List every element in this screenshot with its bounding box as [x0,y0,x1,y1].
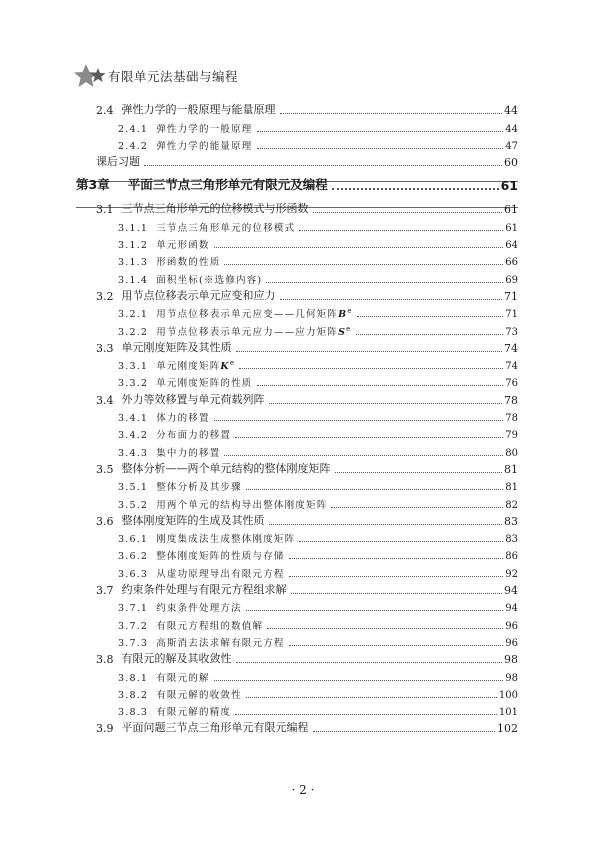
toc-page-number: 73 [505,326,518,338]
toc-entry-title [148,272,262,286]
toc-entry-title [114,650,232,666]
dot-leader [313,731,496,732]
toc-entry-title [96,153,140,169]
dot-leader [289,645,504,646]
dot-leader [335,472,503,473]
toc-entry-title-text: 整体分析及其步骤 [156,482,242,494]
toc-section-entry[interactable] [76,389,518,406]
table-of-contents [76,100,518,735]
toc-entry-title [148,687,242,701]
toc-entry-title [148,566,284,580]
toc-subsection-entry[interactable] [76,528,518,545]
dot-leader [269,524,503,525]
toc-page-number: 78 [504,393,518,407]
toc-subsection-entry[interactable] [76,268,518,285]
toc-entry-title-text: 课后习题 [96,155,140,169]
dot-leader [299,230,503,231]
star-logo-icon [72,62,112,90]
toc-page-number: 47 [505,140,518,152]
toc-entry-title [148,306,352,320]
dot-leader [291,593,503,594]
toc-page-number: 98 [504,653,518,667]
toc-page-number: 78 [505,413,518,425]
toc-page-number: 71 [504,289,518,303]
toc-entry-number: 3.3.2 [118,378,149,390]
toc-subsection-entry[interactable] [76,684,518,701]
toc-entry-number: 3.4.2 [118,430,149,442]
toc-entry-title-text: 弹性力学的能量原理 [156,140,253,152]
toc-subsection-entry[interactable] [76,303,518,320]
toc-entry-number: 3.1.3 [118,257,149,269]
toc-page-number: 83 [504,514,518,528]
toc-entry-title [148,600,242,614]
toc-entry-number: 3.5.1 [118,482,149,494]
toc-subsection-entry[interactable] [76,476,518,493]
toc-entry-title-text: 有限元的解 [156,672,210,684]
toc-entry-number: 3.7.1 [118,603,149,615]
toc-page-number: 86 [505,551,518,563]
toc-entry-title [148,121,252,135]
toc-subsection-entry[interactable] [76,251,518,268]
toc-entry-title [148,358,235,372]
toc-entry-number: 3.8.1 [118,672,149,684]
dot-leader [236,662,503,663]
toc-section-entry[interactable] [76,649,518,666]
toc-section-entry[interactable] [76,100,518,117]
dot-leader [280,299,503,300]
toc-entry-number: 3.2 [96,289,114,303]
toc-entry-title [148,445,220,459]
toc-subsection-entry[interactable] [76,597,518,614]
toc-entry-title [148,410,210,424]
toc-entry-title [148,427,231,441]
toc-entry-title-text: 分布面力的移置 [156,430,232,442]
toc-subsection-entry[interactable] [76,234,518,251]
dot-leader [280,113,503,114]
toc-page-number: 102 [497,722,518,736]
toc-entry-number: 第3章 [76,177,110,193]
toc-section-entry[interactable] [76,286,518,303]
toc-subsection-entry[interactable] [76,666,518,683]
toc-subsection-entry[interactable] [76,320,518,337]
toc-section-entry[interactable] [76,152,518,169]
toc-subsection-entry[interactable] [76,441,518,458]
toc-entry-number: 3.6.2 [118,551,149,563]
toc-entry-title-text: 三节点三角形单元的位移模式与形函数 [121,202,309,216]
toc-section-entry[interactable] [76,718,518,735]
toc-entry-number: 3.6 [96,514,114,528]
dot-leader [214,420,504,421]
toc-entry-number: 2.4 [96,104,114,118]
toc-entry-title-text: 单元刚度矩阵K [156,361,230,373]
toc-section-entry[interactable] [76,338,518,355]
toc-entry-title [114,339,232,355]
toc-entry-title-text: 约束条件处理方法 [156,603,242,615]
toc-entry-number: 3.9 [96,722,114,736]
toc-entry-title-text: 用节点位移表示单元应力——应力矩阵S [156,326,347,338]
toc-entry-title-text: 单元刚度矩阵及其性质 [121,340,232,354]
dot-leader [236,351,503,352]
toc-page-number: 101 [498,707,518,719]
toc-section-entry[interactable] [76,459,518,476]
toc-page-number: 80 [505,447,518,459]
toc-entry-title [114,512,265,528]
dot-leader [214,247,504,248]
toc-subsection-entry[interactable] [76,701,518,718]
toc-entry-title [148,548,284,562]
dot-leader [267,628,503,629]
toc-entry-title [114,200,309,216]
toc-entry-title-text: 平面三节点三角形单元有限元及编程 [127,177,328,193]
toc-subsection-entry[interactable] [76,407,518,424]
toc-entry-title [114,460,331,476]
toc-entry-number: 3.6.3 [118,568,149,580]
toc-entry-title-text: 有限元方程组的数值解 [156,620,264,632]
toc-entry-number: 3.1.1 [118,222,149,234]
matrix-symbol: B [338,309,348,321]
toc-entry-number: 3.5.2 [118,499,149,511]
toc-subsection-entry[interactable] [76,372,518,389]
toc-entry-number: 3.4.3 [118,447,149,459]
toc-entry-number: 3.7.2 [118,620,149,632]
toc-entry-superscript: e [347,307,353,316]
toc-entry-title-text: 形函数的性质 [156,257,221,269]
toc-subsection-entry[interactable] [76,135,518,152]
toc-entry-title-text: 用两个单元的结构导出整体刚度矩阵 [156,499,328,511]
toc-entry-number: 3.7.3 [118,637,149,649]
toc-page-number: 44 [505,123,518,135]
dot-leader [239,368,503,369]
toc-page-number: 96 [505,637,518,649]
toc-page-number: 94 [505,603,518,615]
toc-page-number: 61 [500,178,518,194]
toc-entry-title [114,391,265,407]
toc-chapter-entry[interactable] [76,169,518,199]
running-header [70,62,540,90]
toc-entry-number: 3.1 [96,203,114,217]
toc-entry-title-text: 高斯消去法求解有限元方程 [156,637,285,649]
dot-leader [332,188,499,190]
toc-entry-title [148,254,220,268]
toc-page-number: 79 [505,430,518,442]
dot-leader [224,264,503,265]
dot-leader [257,148,504,149]
toc-page-number: 66 [505,257,518,269]
toc-entry-title-text: 用节点位移表示单元应变和应力 [121,288,276,302]
dot-leader [257,385,504,386]
toc-entry-title-text: 刚度集成法生成整体刚度矩阵 [156,534,296,546]
toc-entry-title-text: 整体刚度矩阵的生成及其性质 [121,513,265,527]
toc-entry-title-text: 用节点位移表示单元应变——几何矩阵B [156,309,348,321]
toc-entry-title [148,220,295,234]
toc-subsection-entry[interactable] [76,117,518,134]
matrix-symbol: S [338,326,347,338]
toc-entry-title-text: 弹性力学的一般原理 [156,123,253,135]
toc-page-number: 64 [505,240,518,252]
toc-entry-number: 3.4 [96,393,114,407]
dot-leader [224,455,503,456]
dot-leader [313,212,503,213]
toc-page-number: 98 [505,672,518,684]
toc-entry-title-text: 体力的移置 [156,413,210,425]
toc-entry-title-text: 集中力的移置 [156,447,221,459]
toc-entry-title-text: 弹性力学的一般原理与能量原理 [121,103,276,117]
toc-entry-title [148,704,231,718]
toc-entry-title-text: 面积坐标(※选修内容) [156,274,263,286]
dot-leader [299,541,503,542]
toc-entry-title-text: 有限元解的精度 [156,707,232,719]
toc-entry-title [148,479,242,493]
toc-entry-title [148,497,327,511]
toc-entry-number: 3.8 [96,653,114,667]
toc-entry-title [148,237,210,251]
dot-leader [214,680,504,681]
dot-leader [246,610,503,611]
matrix-symbol: K [220,361,230,373]
toc-entry-title-text: 单元形函数 [156,240,210,252]
toc-entry-title-text: 外力等效移置与单元荷载列阵 [121,392,265,406]
toc-entry-title [148,324,351,338]
toc-page-number: 74 [504,341,518,355]
toc-entry-title-text: 有限元解的收敛性 [156,689,242,701]
toc-subsection-entry[interactable] [76,614,518,631]
toc-entry-number: 3.1.4 [118,274,149,286]
dot-leader [269,403,503,404]
toc-entry-number: 3.1.2 [118,240,149,252]
toc-entry-title-text: 整体刚度矩阵的性质与存储 [156,551,285,563]
dot-leader [235,714,497,715]
dot-leader [257,131,504,132]
toc-page-number: 76 [505,378,518,390]
toc-page-number: 61 [504,203,518,217]
toc-page-number: 60 [504,156,518,170]
toc-entry-title [110,175,328,193]
toc-page-number: 61 [505,222,518,234]
toc-entry-number: 3.2.2 [118,326,149,338]
toc-entry-number: 3.2.1 [118,309,149,321]
toc-entry-number: 3.5 [96,462,114,476]
toc-entry-title [148,635,284,649]
dot-leader [246,489,503,490]
toc-page-number: 71 [505,309,518,321]
toc-page-number: 69 [505,274,518,286]
toc-entry-number: 3.3 [96,341,114,355]
dot-leader [235,437,503,438]
toc-page-number: 81 [504,462,518,476]
toc-subsection-entry[interactable] [76,632,518,649]
toc-page-number: 82 [505,499,518,511]
toc-page-number: 81 [505,482,518,494]
toc-entry-title-text: 整体分析——两个单元结构的整体刚度矩阵 [121,461,331,475]
toc-entry-title-text: 平面问题三节点三角形单元有限元编程 [121,721,309,735]
toc-entry-title [148,670,210,684]
toc-entry-title-text: 从虚功原理导出有限元方程 [156,568,285,580]
toc-page-number: 96 [505,620,518,632]
toc-entry-superscript: e [346,324,352,333]
toc-entry-title [114,719,309,735]
toc-entry-title [114,287,276,303]
toc-section-entry[interactable] [76,511,518,528]
toc-entry-number: 3.4.1 [118,413,149,425]
toc-page-number: 74 [505,361,518,373]
toc-entry-title [148,531,295,545]
toc-subsection-entry[interactable] [76,493,518,510]
toc-entry-title [148,375,252,389]
toc-subsection-entry[interactable] [76,424,518,441]
toc-page-number: 100 [498,689,518,701]
toc-entry-number: 3.6.1 [118,534,149,546]
toc-entry-number: 2.4.2 [118,140,149,152]
toc-entry-title [148,138,252,152]
toc-entry-title-text: 单元刚度矩阵的性质 [156,378,253,390]
dot-leader [144,165,502,166]
page-number: · 2 · [291,783,315,797]
dot-leader [266,282,503,283]
toc-entry-superscript: e [229,359,236,367]
dot-leader [289,576,504,577]
toc-subsection-entry[interactable] [76,545,518,562]
dot-leader [357,316,504,317]
toc-entry-number: 3.7 [96,584,114,598]
toc-page-number: 92 [505,568,518,580]
toc-entry-title [114,101,276,117]
book-title: 有限单元法基础与编程 [108,69,239,84]
toc-page-number: 83 [505,534,518,546]
toc-entry-title-text: 约束条件处理与有限元方程组求解 [121,583,287,597]
dot-leader [289,558,504,559]
toc-entry-title [148,618,263,632]
toc-entry-number: 3.3.1 [118,361,149,373]
toc-entry-title-text: 有限元的解及其收敛性 [121,652,232,666]
toc-subsection-entry[interactable] [76,562,518,579]
toc-entry-number: 2.4.1 [118,123,149,135]
dot-leader [356,334,504,335]
toc-entry-title [114,581,287,597]
toc-section-entry[interactable] [76,199,518,216]
toc-page-number: 94 [504,584,518,598]
toc-section-entry[interactable] [76,580,518,597]
toc-entry-title-text: 三节点三角形单元的位移模式 [156,222,296,234]
toc-subsection-entry[interactable] [76,216,518,233]
toc-entry-number: 3.8.2 [118,689,149,701]
toc-subsection-entry[interactable] [76,355,518,372]
toc-page-number: 44 [504,104,518,118]
dot-leader [246,697,497,698]
toc-entry-number: 3.8.3 [118,707,149,719]
dot-leader [331,507,503,508]
